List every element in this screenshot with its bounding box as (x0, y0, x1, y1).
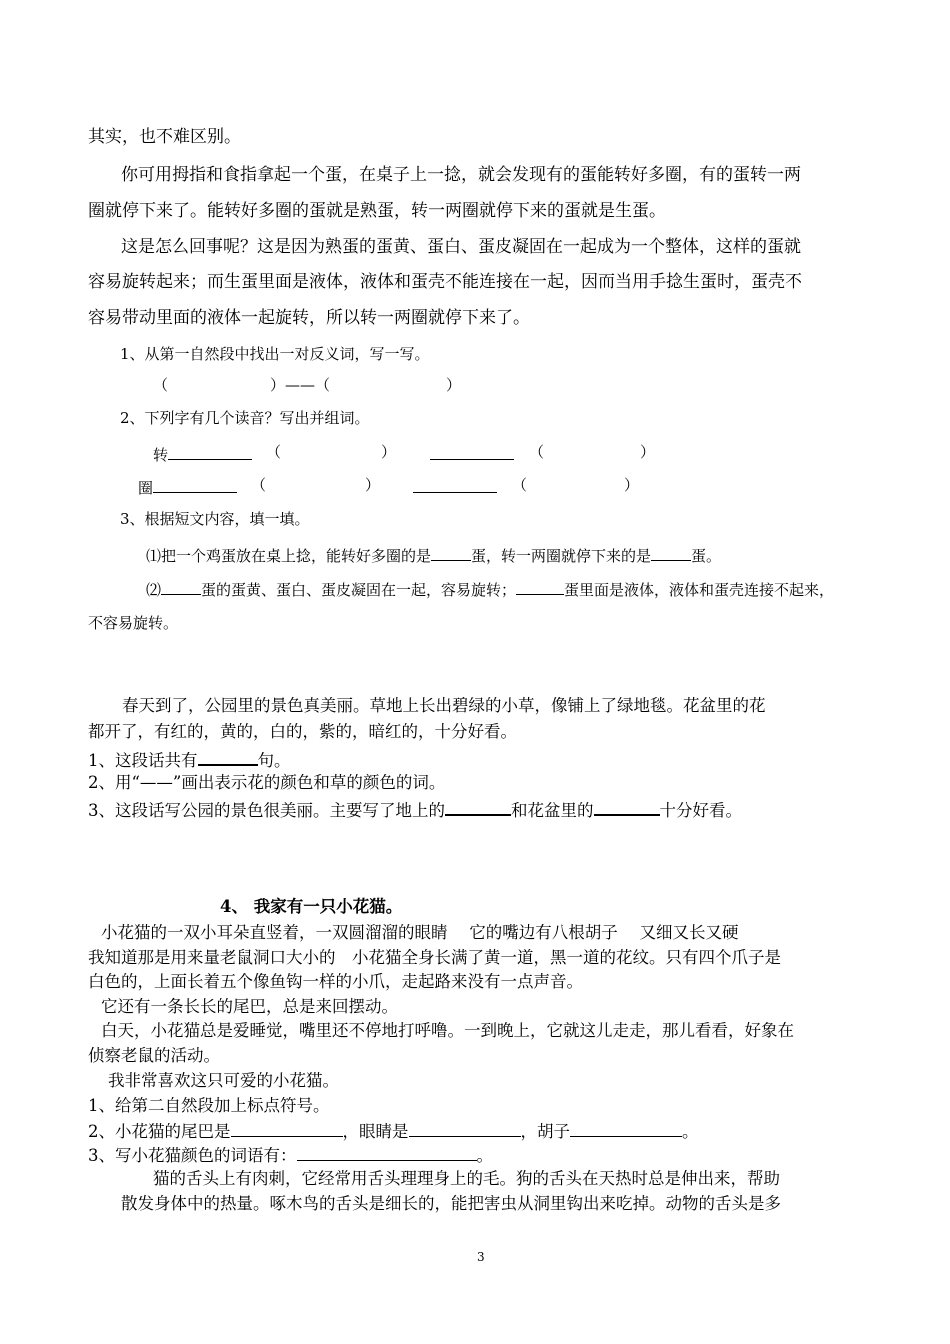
s2-paragraph-line-2: 都开了，有红的，黄的，白的，紫的，暗红的，十分好看。 (88, 722, 517, 741)
s1-q2-rp-3: ） (365, 476, 381, 494)
s1-q2-blank-2[interactable] (430, 445, 514, 463)
s2-question-3 (88, 800, 742, 820)
s3-question-3 (88, 1146, 493, 1165)
s1-paragraph-2-line-2: 圈就停下来了。能转好多圈的蛋就是熟蛋，转一两圈就停下来的蛋就是生蛋。 (88, 201, 666, 221)
s1-q2-char-zhuan: 转 (153, 446, 169, 464)
s1-q2-blank-3[interactable] (153, 478, 237, 493)
s3-q2-blank-2[interactable] (409, 1122, 521, 1137)
s3-q2-text-c: ，胡子 (520, 1122, 570, 1141)
s1-q2-blank[interactable] (168, 445, 252, 460)
s1-paragraph-3-line-1: 这是怎么回事呢？这是因为熟蛋的蛋黄、蛋白、蛋皮凝固在一起成为一个整体，这样的蛋就 (121, 237, 801, 257)
s1-q2-rp-4: ） (624, 476, 640, 494)
s3-line-1: 小花猫的一双小耳朵直竖着，一双圆溜溜的眼睛 它的嘴边有八根胡子 又细又长又硬 (101, 923, 739, 942)
page-number: 3 (477, 1250, 485, 1264)
s1-question-3: 3、根据短文内容，填一填。 (120, 510, 310, 528)
s1-paragraph-3-line-3: 容易带动里面的液体一起旋转，所以转一两圈就停下来了。 (88, 308, 530, 328)
s2-q3-text-c: 十分好看。 (659, 801, 742, 820)
s1-paragraph-2-line-1: 你可用拇指和食指拿起一个蛋，在桌子上一捻，就会发现有的蛋能转好多圈，有的蛋转一两 (121, 165, 801, 185)
s1-paragraph-3-line-2: 容易旋转起来；而生蛋里面是液体，液体和蛋壳不能连接在一起，因而当用手捻生蛋时，蛋壳不 (88, 272, 802, 292)
s2-paragraph-line-1: 春天到了，公园里的景色真美丽。草地上长出碧绿的小草，像铺上了绿地毯。花盆里的花 (122, 696, 766, 715)
s3-q2-blank-1[interactable] (231, 1122, 343, 1137)
s1-question-1: 1、从第一自然段中找出一对反义词，写一写。 (120, 345, 430, 363)
s1-q2-lp-3: （ (251, 476, 267, 494)
s1-paragraph-1: 其实，也不难区别。 (88, 127, 241, 147)
s1-q1-mid: ）——（ (270, 376, 331, 394)
s1-q2-lp-4: （ (512, 476, 528, 494)
s3-q3-text-b: 。 (476, 1146, 493, 1165)
s3-paragraph-line-2: 散发身体中的热量。啄木鸟的舌头是细长的，能把害虫从洞里钩出来吃掉。动物的舌头是多 (121, 1194, 781, 1213)
s2-q3-blank-2[interactable] (594, 800, 660, 816)
s2-q1-text-b: 句。 (257, 751, 291, 770)
s3-q2-text-a: 2、小花猫的尾巴是 (88, 1122, 231, 1141)
s1-q3-item-2 (146, 580, 834, 598)
s1-q3-1-text-a: ⑴把一个鸡蛋放在桌上捻，能转好多圈的是 (146, 547, 432, 565)
s1-q1-open-paren: （ (153, 376, 169, 394)
s3-q3-blank[interactable] (297, 1146, 477, 1161)
s1-q3-item-2-cont: 不容易旋转。 (88, 614, 179, 632)
s2-q3-text-b: 和花盆里的 (511, 801, 594, 820)
s1-q2-lp-2: （ (529, 443, 545, 461)
s2-q3-blank-1[interactable] (445, 800, 511, 816)
s1-q3-1-text-c: 蛋。 (691, 547, 722, 565)
s1-q3-1-text-b: 蛋，转一两圈就停下来的是 (471, 547, 652, 565)
s2-q1-text-a: 1、这段话共有 (88, 751, 198, 770)
s3-title: 4、 我家有一只小花猫。 (220, 897, 403, 916)
s3-line-3: 白色的，上面长着五个像鱼钩一样的小爪，走起路来没有一点声音。 (88, 972, 583, 991)
s1-q3-item-1 (146, 546, 721, 564)
s1-q1-close-paren: ） (446, 376, 462, 394)
s1-question-2: 2、下列字有几个读音？写出并组词。 (120, 409, 370, 427)
s1-q3-2-blank-2[interactable] (516, 580, 564, 595)
s1-q2-rp: ） (381, 443, 397, 461)
s3-line-6: 侦察老鼠的活动。 (88, 1046, 220, 1065)
s1-q2-char-quan: 圈 (138, 479, 154, 497)
s1-q2-lp: （ (266, 443, 282, 461)
s1-q3-2-blank-1[interactable] (161, 580, 201, 595)
s3-q2-text-b: ，眼睛是 (342, 1122, 409, 1141)
s1-q3-2-text-b: 蛋里面是液体，液体和蛋壳连接不起来， (564, 581, 835, 599)
s1-q2-row-1 (153, 445, 252, 463)
s2-question-1 (88, 750, 291, 770)
s1-q2-rp-2: ） (640, 443, 656, 461)
s1-q3-1-blank-2[interactable] (651, 546, 691, 561)
s3-line-7: 我非常喜欢这只可爱的小花猫。 (108, 1071, 339, 1090)
s3-line-2: 我知道那是用来量老鼠洞口大小的 小花猫全身长满了黄一道，黑一道的花纹。只有四个爪子是 (88, 948, 781, 967)
s3-q2-blank-3[interactable] (570, 1122, 682, 1137)
s3-line-5: 白天，小花猫总是爱睡觉，嘴里还不停地打呼噜。一到晚上，它就这儿走走，那儿看看，好象在 (101, 1021, 794, 1040)
s3-line-4: 它还有一条长长的尾巴，总是来回摆动。 (101, 997, 398, 1016)
s2-q1-blank[interactable] (198, 750, 258, 766)
s3-question-2 (88, 1122, 699, 1141)
s3-q2-text-d: 。 (682, 1122, 699, 1141)
s1-q3-1-blank-1[interactable] (431, 546, 471, 561)
s1-q3-2-number: ⑵ (146, 581, 162, 599)
s2-question-2: 2、用“——”画出表示花的颜色和草的颜色的词。 (88, 773, 446, 792)
s3-paragraph-line-1: 猫的舌头上有肉刺，它经常用舌头理理身上的毛。狗的舌头在天热时总是伸出来，帮助 (153, 1169, 780, 1188)
s3-q3-text-a: 3、写小花猫颜色的词语有： (88, 1146, 297, 1165)
s1-q2-blank-4[interactable] (413, 478, 497, 496)
s2-q3-text-a: 3、这段话写公园的景色很美丽。主要写了地上的 (88, 801, 445, 820)
s3-question-1: 1、给第二自然段加上标点符号。 (88, 1096, 330, 1115)
s1-q3-2-text-a: 蛋的蛋黄、蛋白、蛋皮凝固在一起，容易旋转； (201, 581, 517, 599)
s1-q2-row-2 (138, 478, 237, 496)
